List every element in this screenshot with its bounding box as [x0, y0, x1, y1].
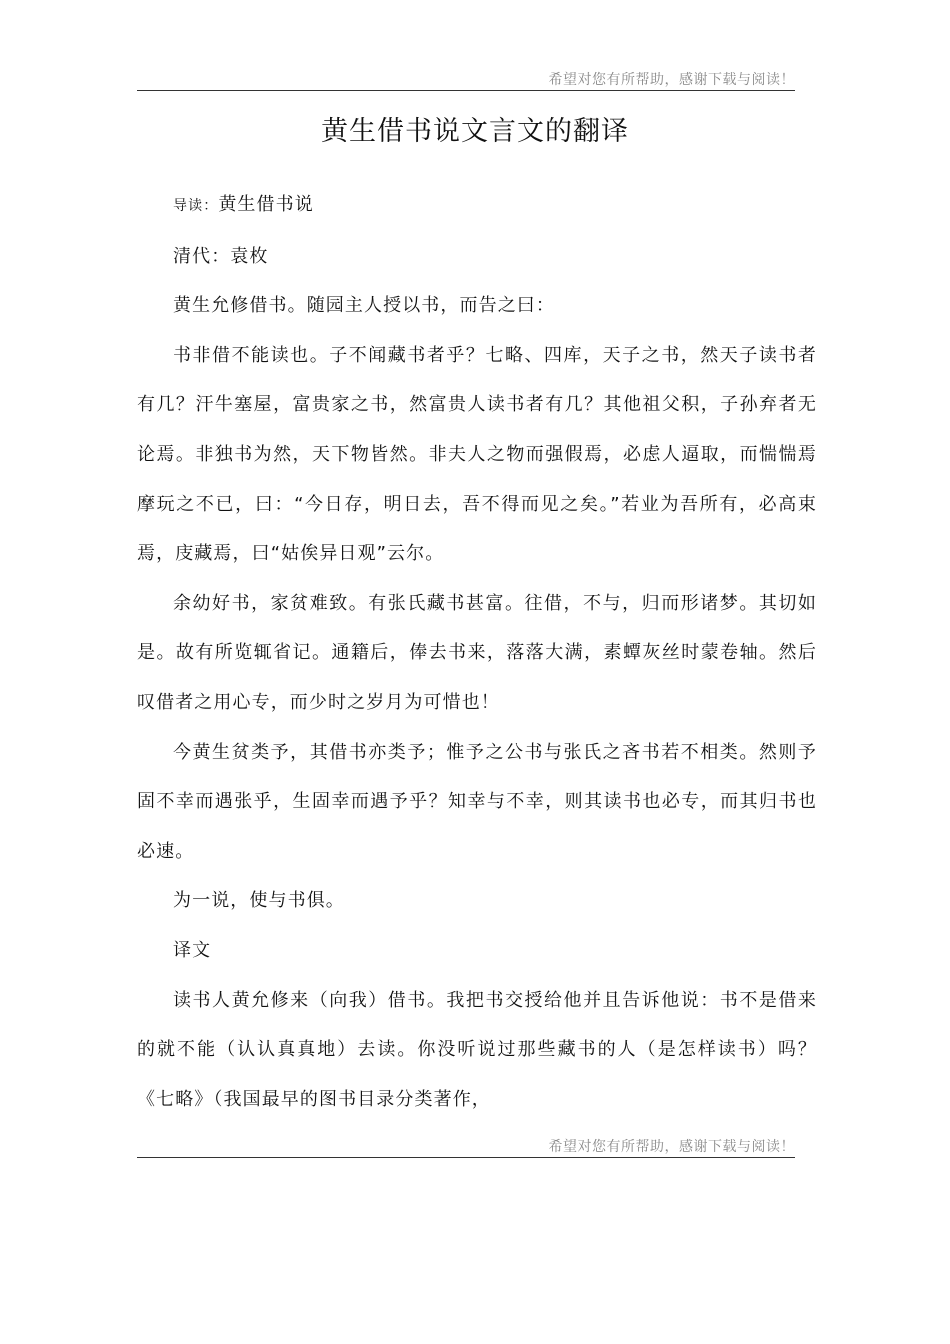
lead-line: [137, 180, 817, 232]
footer-text: 希望对您有所帮助，感谢下载与阅读！: [548, 1139, 795, 1155]
paragraph: 读书人黄允修来（向我）借书。我把书交授给他并且告诉他说：书不是借来的就不能（认认真真地）去读。你没听说过那些藏书的人（是怎样读书）吗？《七略》（我国最早的图书目录分类著作，: [137, 989, 817, 1110]
paragraph: 黄生允修借书。随园主人授以书，而告之曰：: [173, 295, 555, 317]
lead-prefix: 导读：: [173, 198, 219, 214]
paragraph: 余幼好书，家贫难致。有张氏藏书甚富。往借，不与，归而形诸梦。其切如是。故有所览辄省记。通籍后，俸去书来，落落大满，素蟫灰丝时蒙卷轴。然后叹借者之用心专，而少时之岁月为可惜也！: [137, 592, 817, 713]
lead-text: 黄生借书说: [218, 194, 314, 215]
header-text: 希望对您有所帮助，感谢下载与阅读！: [548, 72, 795, 88]
paragraph: 今黄生贫类予，其借书亦类予；惟予之公书与张氏之吝书若不相类。然则予固不幸而遇张乎，生固幸而遇予乎？知幸与不幸，则其读书也必专，而其归书也必速。: [137, 741, 817, 862]
running-footer: [137, 1137, 795, 1158]
paragraph: 书非借不能读也。子不闻藏书者乎？七略、四库，天子之书，然天子读书者有几？汗牛塞屋，富贵家之书，然富贵人读书者有几？其他祖父积，子孙弃者无论焉。非独书为然，天下物皆然。非夫人之物而强假焉，必虑人逼取，而惴惴焉摩玩之不已，曰：“今日存，明日去，吾不得而见之矣。”若业为吾所有，必高束焉，庋藏焉，曰“姑俟异日观”云尔。: [137, 344, 817, 565]
document-title: 黄生借书说文言文的翻译: [321, 116, 629, 147]
section-heading-translation: 译文: [173, 939, 212, 961]
document-body: [137, 180, 817, 1124]
author-line: 清代：袁枚: [173, 245, 269, 267]
paragraph: 为一说，使与书俱。: [173, 890, 345, 912]
running-header: [137, 70, 795, 91]
